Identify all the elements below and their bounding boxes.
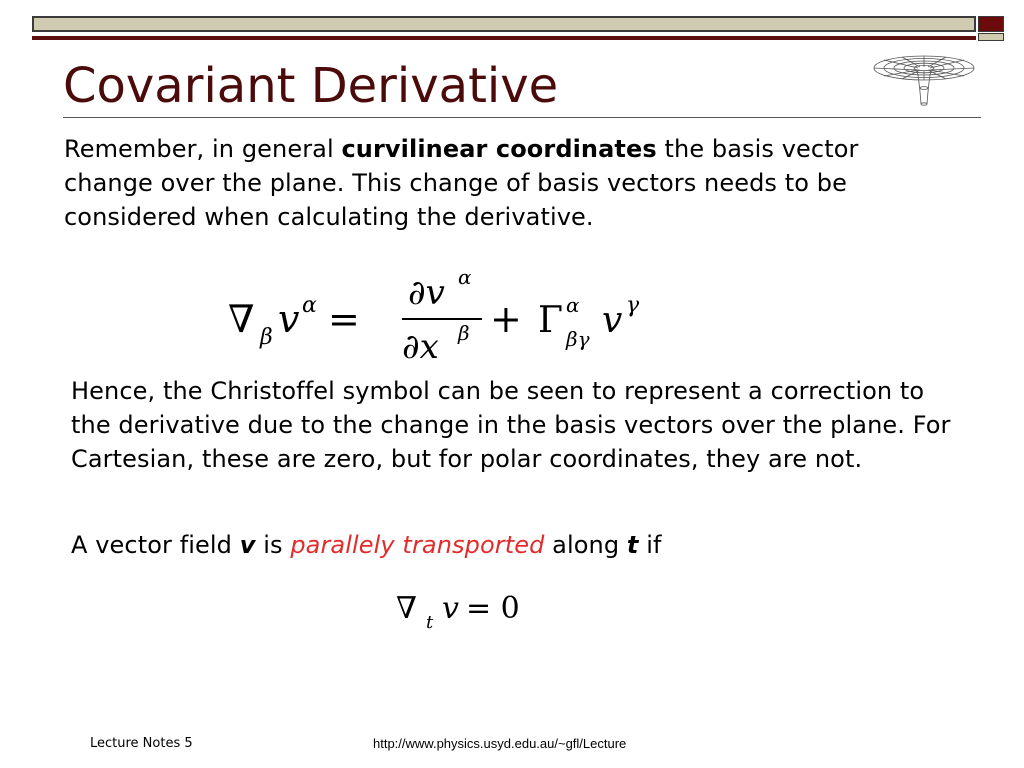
equals-zero: = 0 <box>466 591 520 626</box>
intro-text-start: Remember, in general <box>64 135 342 163</box>
subscript-t: t <box>426 612 434 630</box>
curvilinear-emphasis: curvilinear coordinates <box>341 135 657 163</box>
sentence-part-1: A vector field <box>71 531 240 559</box>
superscript-alpha: α <box>302 293 317 318</box>
equals-sign: = <box>328 297 360 341</box>
intro-text-end: the basis vector change over the plane. This change of basis vectors needs to be considered when calculating the derivative. <box>64 135 859 231</box>
superscript-gamma: γ <box>626 293 640 318</box>
denominator-partial-x: ∂x <box>402 327 439 367</box>
sentence-part-3: along <box>544 531 627 559</box>
parallely-transported-highlight: parallely transported <box>290 531 545 559</box>
top-banner-line <box>32 36 976 40</box>
numerator-partial-v: ∂v <box>408 273 445 313</box>
sentence-part-4: if <box>638 531 662 559</box>
intro-paragraph <box>64 132 924 234</box>
gamma-superscript-alpha: α <box>566 293 580 317</box>
vector-v: v <box>278 297 300 341</box>
nabla-symbol-2: ∇ <box>396 591 417 626</box>
parallel-transport-equation <box>396 590 536 630</box>
christoffel-gamma: Γ <box>538 300 563 341</box>
top-banner-bar <box>32 16 976 32</box>
covariant-derivative-equation <box>228 262 668 372</box>
sentence-part-2: is <box>255 531 291 559</box>
parallel-transport-sentence <box>71 528 971 562</box>
vector-v-eq2: v <box>442 591 459 626</box>
christoffel-paragraph: Hence, the Christoffel symbol can be seen to represent a correction to the derivative due to the change in the basis vectors over the plane. For Cartesian, these are zero, but for polar coordinates, they are not. <box>71 377 951 473</box>
wormhole-funnel-icon <box>872 44 976 108</box>
denominator-superscript-beta: β <box>458 321 470 345</box>
footer-lecture-notes: Lecture Notes 5 <box>90 736 193 751</box>
fraction-bar <box>402 318 482 320</box>
vector-v-label: v <box>239 531 256 559</box>
nabla-symbol: ∇ <box>228 297 255 341</box>
banner-square-red <box>978 16 1004 32</box>
title-divider <box>63 117 981 118</box>
slide-title: Covariant Derivative <box>63 58 559 114</box>
vector-t-label: t <box>626 531 639 559</box>
numerator-superscript-alpha: α <box>458 265 472 289</box>
plus-sign: + <box>490 297 522 341</box>
vector-v-second: v <box>602 300 623 341</box>
banner-square-tan <box>978 33 1004 41</box>
footer-url[interactable]: http://www.physics.usyd.edu.au/~gfl/Lecture <box>373 736 627 751</box>
gamma-subscript-beta-gamma: βγ <box>566 327 590 351</box>
subscript-beta: β <box>260 325 273 350</box>
